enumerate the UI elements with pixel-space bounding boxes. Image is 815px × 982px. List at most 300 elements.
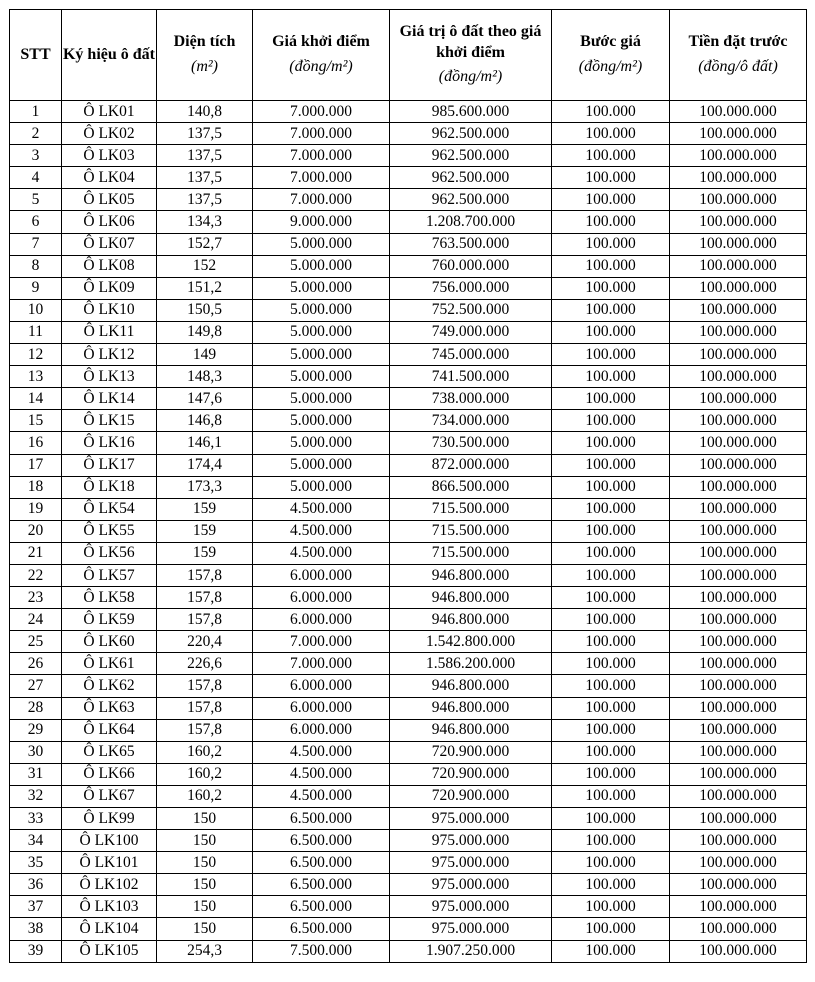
cell-plot-value: 975.000.000 [390,918,552,940]
cell-start-price: 5.000.000 [253,388,390,410]
cell-area: 150 [157,852,253,874]
header-symbol: Ký hiệu ô đất [62,10,157,101]
cell-plot-value: 720.900.000 [390,763,552,785]
cell-symbol: Ô LK60 [62,631,157,653]
cell-step: 100.000 [552,564,670,586]
cell-symbol: Ô LK14 [62,388,157,410]
cell-area: 159 [157,520,253,542]
cell-step: 100.000 [552,940,670,962]
cell-plot-value: 946.800.000 [390,697,552,719]
table-row [10,808,807,830]
table-row [10,498,807,520]
table-row [10,101,807,123]
cell-stt: 8 [10,255,62,277]
cell-area: 146,1 [157,432,253,454]
cell-start-price: 5.000.000 [253,454,390,476]
cell-stt: 7 [10,233,62,255]
cell-area: 150 [157,808,253,830]
cell-area: 149 [157,344,253,366]
table-row [10,874,807,896]
cell-start-price: 5.000.000 [253,476,390,498]
cell-deposit: 100.000.000 [670,830,807,852]
cell-area: 160,2 [157,763,253,785]
cell-symbol: Ô LK08 [62,255,157,277]
cell-deposit: 100.000.000 [670,741,807,763]
cell-symbol: Ô LK103 [62,896,157,918]
cell-symbol: Ô LK01 [62,101,157,123]
cell-deposit: 100.000.000 [670,896,807,918]
header-step: Bước giá (đồng/m²) [552,10,670,101]
cell-start-price: 5.000.000 [253,299,390,321]
cell-step: 100.000 [552,808,670,830]
cell-plot-value: 760.000.000 [390,255,552,277]
cell-deposit: 100.000.000 [670,189,807,211]
cell-symbol: Ô LK05 [62,189,157,211]
cell-area: 148,3 [157,366,253,388]
table-row [10,277,807,299]
cell-step: 100.000 [552,918,670,940]
cell-deposit: 100.000.000 [670,101,807,123]
cell-start-price: 5.000.000 [253,432,390,454]
header-step-unit: (đồng/m²) [578,58,643,75]
cell-area: 157,8 [157,564,253,586]
cell-step: 100.000 [552,410,670,432]
cell-start-price: 6.000.000 [253,675,390,697]
cell-stt: 12 [10,344,62,366]
table-row [10,520,807,542]
cell-plot-value: 1.586.200.000 [390,653,552,675]
cell-symbol: Ô LK102 [62,874,157,896]
table-row [10,763,807,785]
cell-plot-value: 741.500.000 [390,366,552,388]
cell-area: 157,8 [157,609,253,631]
cell-area: 159 [157,542,253,564]
cell-deposit: 100.000.000 [670,918,807,940]
cell-start-price: 6.500.000 [253,852,390,874]
cell-symbol: Ô LK10 [62,299,157,321]
cell-step: 100.000 [552,852,670,874]
cell-step: 100.000 [552,255,670,277]
cell-step: 100.000 [552,388,670,410]
cell-area: 150 [157,874,253,896]
table-row [10,896,807,918]
cell-start-price: 7.000.000 [253,145,390,167]
table-row [10,211,807,233]
table-row [10,830,807,852]
cell-deposit: 100.000.000 [670,609,807,631]
cell-start-price: 9.000.000 [253,211,390,233]
cell-deposit: 100.000.000 [670,344,807,366]
table-row [10,609,807,631]
header-deposit-unit: (đồng/ô đất) [698,58,778,75]
cell-start-price: 7.000.000 [253,631,390,653]
cell-plot-value: 985.600.000 [390,101,552,123]
cell-plot-value: 975.000.000 [390,896,552,918]
cell-step: 100.000 [552,189,670,211]
cell-deposit: 100.000.000 [670,542,807,564]
cell-stt: 38 [10,918,62,940]
cell-stt: 32 [10,785,62,807]
cell-stt: 6 [10,211,62,233]
cell-step: 100.000 [552,299,670,321]
cell-plot-value: 975.000.000 [390,852,552,874]
cell-start-price: 7.000.000 [253,101,390,123]
cell-deposit: 100.000.000 [670,763,807,785]
cell-stt: 24 [10,609,62,631]
cell-plot-value: 730.500.000 [390,432,552,454]
cell-stt: 26 [10,653,62,675]
cell-step: 100.000 [552,542,670,564]
header-stt: STT [10,10,62,101]
table-row [10,587,807,609]
cell-symbol: Ô LK63 [62,697,157,719]
cell-stt: 27 [10,675,62,697]
cell-area: 147,6 [157,388,253,410]
cell-symbol: Ô LK99 [62,808,157,830]
cell-deposit: 100.000.000 [670,233,807,255]
cell-start-price: 7.500.000 [253,940,390,962]
cell-area: 150 [157,896,253,918]
table-row [10,432,807,454]
table-body [10,101,807,963]
cell-symbol: Ô LK02 [62,123,157,145]
cell-deposit: 100.000.000 [670,697,807,719]
cell-plot-value: 715.500.000 [390,498,552,520]
cell-symbol: Ô LK16 [62,432,157,454]
table-row [10,741,807,763]
cell-start-price: 4.500.000 [253,763,390,785]
cell-area: 150 [157,918,253,940]
table-row [10,653,807,675]
cell-stt: 35 [10,852,62,874]
cell-step: 100.000 [552,498,670,520]
cell-deposit: 100.000.000 [670,940,807,962]
cell-area: 160,2 [157,741,253,763]
cell-area: 157,8 [157,719,253,741]
cell-area: 137,5 [157,167,253,189]
cell-deposit: 100.000.000 [670,719,807,741]
header-start-price-unit: (đồng/m²) [289,58,353,75]
cell-start-price: 6.000.000 [253,587,390,609]
cell-area: 151,2 [157,277,253,299]
cell-step: 100.000 [552,896,670,918]
cell-start-price: 5.000.000 [253,366,390,388]
table-row [10,344,807,366]
cell-plot-value: 962.500.000 [390,167,552,189]
cell-step: 100.000 [552,741,670,763]
cell-deposit: 100.000.000 [670,587,807,609]
cell-step: 100.000 [552,454,670,476]
cell-plot-value: 763.500.000 [390,233,552,255]
cell-plot-value: 946.800.000 [390,564,552,586]
cell-area: 134,3 [157,211,253,233]
table-row [10,476,807,498]
cell-deposit: 100.000.000 [670,498,807,520]
cell-step: 100.000 [552,432,670,454]
cell-step: 100.000 [552,321,670,343]
cell-symbol: Ô LK64 [62,719,157,741]
table-row [10,366,807,388]
cell-step: 100.000 [552,653,670,675]
cell-area: 220,4 [157,631,253,653]
cell-step: 100.000 [552,167,670,189]
cell-plot-value: 962.500.000 [390,145,552,167]
cell-start-price: 7.000.000 [253,123,390,145]
cell-symbol: Ô LK07 [62,233,157,255]
cell-deposit: 100.000.000 [670,675,807,697]
cell-plot-value: 866.500.000 [390,476,552,498]
cell-area: 150 [157,830,253,852]
cell-area: 173,3 [157,476,253,498]
cell-stt: 3 [10,145,62,167]
cell-plot-value: 1.907.250.000 [390,940,552,962]
cell-stt: 10 [10,299,62,321]
table-row [10,299,807,321]
cell-area: 160,2 [157,785,253,807]
cell-plot-value: 975.000.000 [390,874,552,896]
cell-start-price: 5.000.000 [253,321,390,343]
cell-step: 100.000 [552,874,670,896]
cell-area: 157,8 [157,675,253,697]
cell-area: 146,8 [157,410,253,432]
cell-start-price: 6.000.000 [253,697,390,719]
table-row [10,631,807,653]
cell-plot-value: 872.000.000 [390,454,552,476]
cell-area: 140,8 [157,101,253,123]
cell-area: 174,4 [157,454,253,476]
cell-step: 100.000 [552,211,670,233]
header-row [10,10,807,101]
cell-deposit: 100.000.000 [670,410,807,432]
cell-plot-value: 1.542.800.000 [390,631,552,653]
cell-plot-value: 738.000.000 [390,388,552,410]
cell-start-price: 7.000.000 [253,189,390,211]
cell-symbol: Ô LK65 [62,741,157,763]
header-start-price: Giá khởi điểm (đồng/m²) [253,10,390,101]
cell-plot-value: 745.000.000 [390,344,552,366]
cell-deposit: 100.000.000 [670,653,807,675]
cell-step: 100.000 [552,476,670,498]
cell-step: 100.000 [552,675,670,697]
cell-stt: 18 [10,476,62,498]
cell-start-price: 4.500.000 [253,498,390,520]
cell-symbol: Ô LK67 [62,785,157,807]
cell-stt: 30 [10,741,62,763]
cell-symbol: Ô LK61 [62,653,157,675]
cell-stt: 36 [10,874,62,896]
cell-plot-value: 962.500.000 [390,123,552,145]
cell-step: 100.000 [552,830,670,852]
cell-stt: 22 [10,564,62,586]
cell-symbol: Ô LK105 [62,940,157,962]
cell-stt: 37 [10,896,62,918]
cell-symbol: Ô LK17 [62,454,157,476]
cell-plot-value: 1.208.700.000 [390,211,552,233]
cell-stt: 13 [10,366,62,388]
cell-start-price: 5.000.000 [253,410,390,432]
cell-deposit: 100.000.000 [670,520,807,542]
table-row [10,940,807,962]
cell-deposit: 100.000.000 [670,255,807,277]
cell-stt: 20 [10,520,62,542]
cell-stt: 29 [10,719,62,741]
cell-stt: 31 [10,763,62,785]
cell-symbol: Ô LK55 [62,520,157,542]
cell-stt: 21 [10,542,62,564]
header-area-unit: (m²) [190,58,218,75]
table-row [10,321,807,343]
cell-area: 157,8 [157,587,253,609]
table-row [10,542,807,564]
cell-start-price: 6.500.000 [253,918,390,940]
cell-area: 226,6 [157,653,253,675]
cell-deposit: 100.000.000 [670,123,807,145]
cell-start-price: 7.000.000 [253,653,390,675]
header-plot-value-unit: (đồng/m²) [438,68,503,86]
land-plot-table [9,9,807,963]
cell-deposit: 100.000.000 [670,366,807,388]
cell-symbol: Ô LK104 [62,918,157,940]
table-row [10,719,807,741]
cell-deposit: 100.000.000 [670,564,807,586]
cell-start-price: 6.500.000 [253,874,390,896]
cell-symbol: Ô LK101 [62,852,157,874]
table-row [10,123,807,145]
cell-area: 150,5 [157,299,253,321]
cell-area: 137,5 [157,145,253,167]
cell-step: 100.000 [552,697,670,719]
cell-deposit: 100.000.000 [670,277,807,299]
cell-symbol: Ô LK58 [62,587,157,609]
cell-deposit: 100.000.000 [670,874,807,896]
table-row [10,675,807,697]
cell-step: 100.000 [552,763,670,785]
cell-plot-value: 975.000.000 [390,808,552,830]
cell-stt: 4 [10,167,62,189]
cell-symbol: Ô LK06 [62,211,157,233]
cell-deposit: 100.000.000 [670,145,807,167]
cell-symbol: Ô LK04 [62,167,157,189]
cell-symbol: Ô LK13 [62,366,157,388]
table-row [10,697,807,719]
cell-start-price: 6.500.000 [253,896,390,918]
cell-area: 137,5 [157,123,253,145]
table-row [10,167,807,189]
cell-symbol: Ô LK59 [62,609,157,631]
cell-deposit: 100.000.000 [670,432,807,454]
cell-symbol: Ô LK15 [62,410,157,432]
cell-deposit: 100.000.000 [670,808,807,830]
cell-start-price: 6.500.000 [253,830,390,852]
cell-area: 159 [157,498,253,520]
table-row [10,785,807,807]
cell-step: 100.000 [552,101,670,123]
cell-step: 100.000 [552,785,670,807]
cell-deposit: 100.000.000 [670,454,807,476]
cell-stt: 25 [10,631,62,653]
cell-stt: 33 [10,808,62,830]
cell-start-price: 5.000.000 [253,344,390,366]
cell-area: 152 [157,255,253,277]
cell-start-price: 4.500.000 [253,741,390,763]
cell-step: 100.000 [552,344,670,366]
cell-start-price: 4.500.000 [253,520,390,542]
cell-stt: 19 [10,498,62,520]
cell-area: 157,8 [157,697,253,719]
cell-plot-value: 752.500.000 [390,299,552,321]
cell-stt: 23 [10,587,62,609]
cell-start-price: 6.500.000 [253,808,390,830]
cell-symbol: Ô LK62 [62,675,157,697]
cell-stt: 28 [10,697,62,719]
cell-plot-value: 715.500.000 [390,520,552,542]
cell-plot-value: 720.900.000 [390,785,552,807]
cell-stt: 15 [10,410,62,432]
cell-deposit: 100.000.000 [670,321,807,343]
header-deposit: Tiền đặt trước (đồng/ô đất) [670,10,807,101]
cell-stt: 14 [10,388,62,410]
cell-start-price: 5.000.000 [253,255,390,277]
cell-deposit: 100.000.000 [670,631,807,653]
cell-area: 152,7 [157,233,253,255]
cell-stt: 34 [10,830,62,852]
cell-deposit: 100.000.000 [670,211,807,233]
table-row [10,388,807,410]
cell-deposit: 100.000.000 [670,388,807,410]
cell-plot-value: 749.000.000 [390,321,552,343]
cell-stt: 17 [10,454,62,476]
cell-stt: 9 [10,277,62,299]
cell-step: 100.000 [552,233,670,255]
cell-plot-value: 962.500.000 [390,189,552,211]
cell-deposit: 100.000.000 [670,785,807,807]
cell-stt: 2 [10,123,62,145]
cell-plot-value: 720.900.000 [390,741,552,763]
cell-step: 100.000 [552,277,670,299]
cell-start-price: 7.000.000 [253,167,390,189]
cell-plot-value: 975.000.000 [390,830,552,852]
cell-step: 100.000 [552,609,670,631]
cell-symbol: Ô LK66 [62,763,157,785]
cell-symbol: Ô LK11 [62,321,157,343]
cell-start-price: 4.500.000 [253,785,390,807]
cell-start-price: 6.000.000 [253,719,390,741]
cell-step: 100.000 [552,366,670,388]
cell-area: 254,3 [157,940,253,962]
cell-area: 149,8 [157,321,253,343]
cell-symbol: Ô LK54 [62,498,157,520]
cell-stt: 16 [10,432,62,454]
cell-step: 100.000 [552,631,670,653]
cell-deposit: 100.000.000 [670,167,807,189]
table-row [10,233,807,255]
cell-plot-value: 756.000.000 [390,277,552,299]
table-row [10,454,807,476]
table-row [10,410,807,432]
cell-deposit: 100.000.000 [670,299,807,321]
cell-symbol: Ô LK12 [62,344,157,366]
cell-start-price: 6.000.000 [253,564,390,586]
table-row [10,189,807,211]
cell-symbol: Ô LK09 [62,277,157,299]
cell-stt: 11 [10,321,62,343]
cell-plot-value: 715.500.000 [390,542,552,564]
cell-deposit: 100.000.000 [670,852,807,874]
header-plot-value: Giá trị ô đất theo giá khởi điểm (đồng/m²) [390,10,552,101]
cell-symbol: Ô LK57 [62,564,157,586]
cell-start-price: 6.000.000 [253,609,390,631]
cell-plot-value: 734.000.000 [390,410,552,432]
